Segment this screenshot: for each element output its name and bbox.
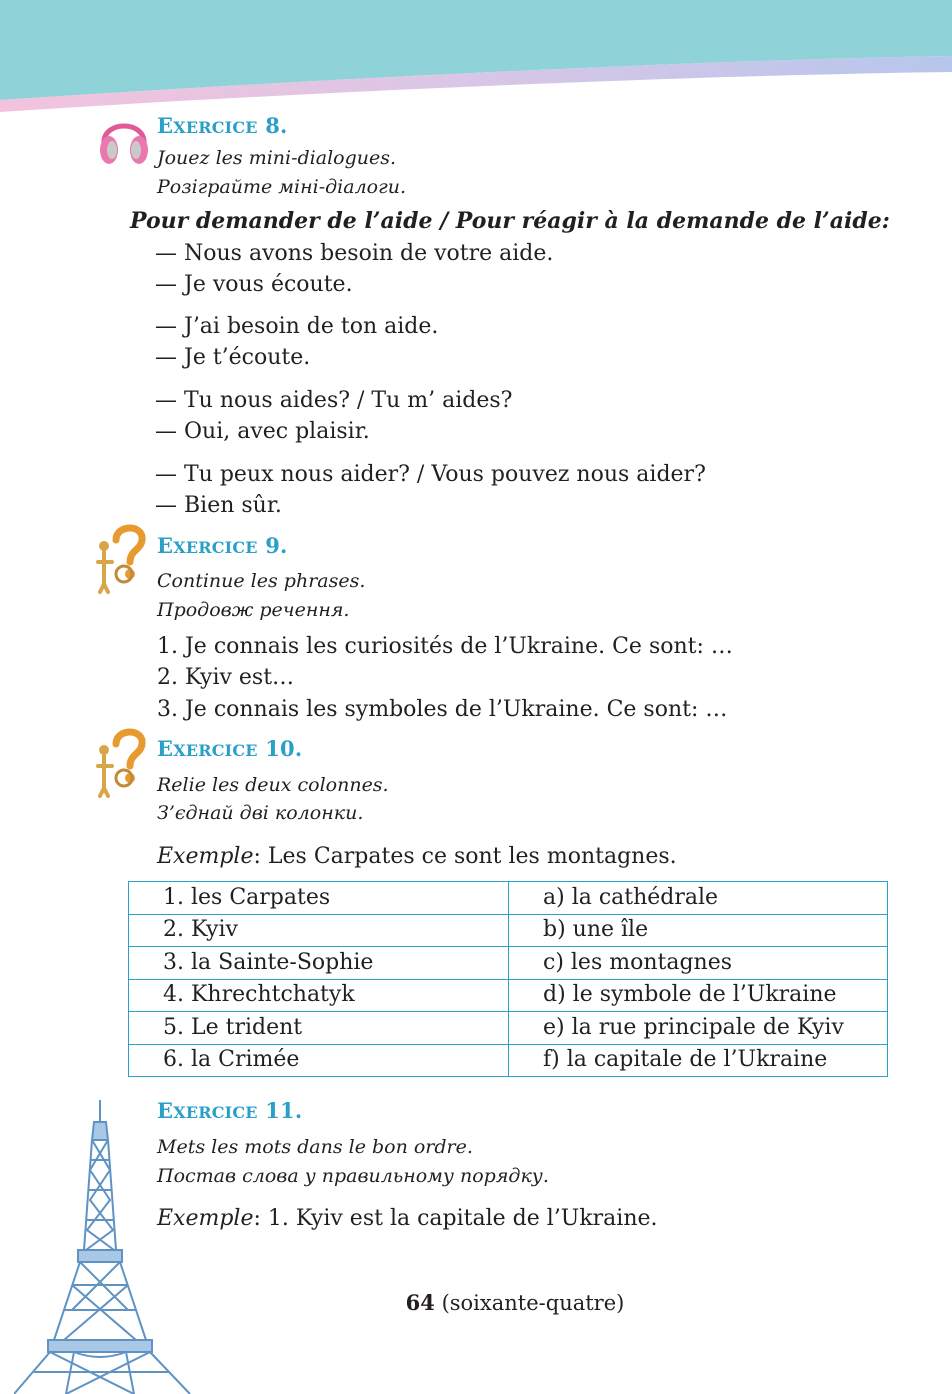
table-cell-left: 2. Kyiv [129, 914, 509, 947]
table-row [129, 914, 888, 947]
example-text: : 1. Kyiv est la capitale de l’Ukraine. [253, 1206, 658, 1231]
exercise-10-instruction-fr: Relie les deux colonnes. [157, 774, 389, 796]
exercise-10-title: EXERCICE 10. [157, 736, 303, 761]
table-cell-left: 1. les Carpates [129, 882, 509, 915]
table-cell-right: d) le symbole de l’Ukraine [509, 979, 888, 1012]
table-row [129, 979, 888, 1012]
exercise-9-item: 3. Je connais les symboles de l’Ukraine. Ce sont: … [157, 697, 728, 722]
dialogue-line: — Oui, avec plaisir. [155, 419, 370, 444]
eiffel-tower-icon [14, 1100, 192, 1394]
page-number-words: (soixante-quatre) [434, 1291, 625, 1315]
exercise-9-instruction-fr: Continue les phrases. [157, 570, 366, 592]
example-text: : Les Carpates ce sont les montagnes. [253, 844, 677, 869]
dialogue-line: — Bien sûr. [155, 493, 282, 518]
dialogue-line: — J’ai besoin de ton aide. [155, 314, 439, 339]
exercise-9-item: 1. Je connais les curiosités de l’Ukraine. Ce sont: … [157, 634, 733, 659]
table-row [129, 947, 888, 980]
table-cell-right: b) une île [509, 914, 888, 947]
exercise-11-title: EXERCICE 11. [157, 1098, 303, 1123]
table-row [129, 1012, 888, 1045]
table-cell-right: a) la cathédrale [509, 882, 888, 915]
example-label: Exemple [157, 1206, 254, 1231]
dialogue-line: — Tu peux nous aider? / Vous pouvez nous aider? [155, 462, 706, 487]
exercise-8-instruction-fr: Jouez les mini-dialogues. [157, 147, 397, 169]
exercise-8-title: EXERCICE 8. [157, 113, 288, 138]
exercise-9-item: 2. Kyiv est… [157, 665, 295, 690]
dialogue-line: — Tu nous aides? / Tu m’ aides? [155, 388, 513, 413]
exercise-8-instruction-uk: Розіграйте міні-діалоги. [157, 176, 406, 198]
page-number [0, 1290, 952, 1315]
dialogue-line: — Je vous écoute. [155, 272, 353, 297]
exercise-9-instruction-uk: Продовж речення. [157, 599, 350, 621]
question-figure-icon [94, 726, 148, 798]
table-cell-left: 6. la Crimée [129, 1044, 509, 1077]
headphones-icon [96, 110, 152, 168]
exercise-11-instruction-uk: Постав слова у правильному порядку. [157, 1165, 549, 1187]
exercise-10-example [157, 841, 677, 872]
exercise-9-title: EXERCICE 9. [157, 533, 288, 558]
top-banner [0, 0, 952, 120]
table-cell-left: 5. Le trident [129, 1012, 509, 1045]
exercise-8-heading: Pour demander de l’aide / Pour réagir à la demande de l’aide: [130, 208, 890, 234]
question-figure-icon [94, 522, 148, 594]
table-cell-left: 4. Khrechtchatyk [129, 979, 509, 1012]
dialogue-line: — Nous avons besoin de votre aide. [155, 241, 554, 266]
table-cell-right: c) les montagnes [509, 947, 888, 980]
example-label: Exemple [157, 844, 254, 869]
exercise-11-instruction-fr: Mets les mots dans le bon ordre. [157, 1136, 473, 1158]
exercise-10-instruction-uk: З’єднай дві колонки. [157, 802, 364, 824]
page-number-digits: 64 [405, 1290, 435, 1315]
table-cell-left: 3. la Sainte-Sophie [129, 947, 509, 980]
table-cell-right: f) la capitale de l’Ukraine [509, 1044, 888, 1077]
table-cell-right: e) la rue principale de Kyiv [509, 1012, 888, 1045]
table-row [129, 882, 888, 915]
matching-table [128, 881, 888, 1077]
exercise-11-example [157, 1203, 658, 1234]
dialogue-line: — Je t’écoute. [155, 345, 311, 370]
table-row [129, 1044, 888, 1077]
